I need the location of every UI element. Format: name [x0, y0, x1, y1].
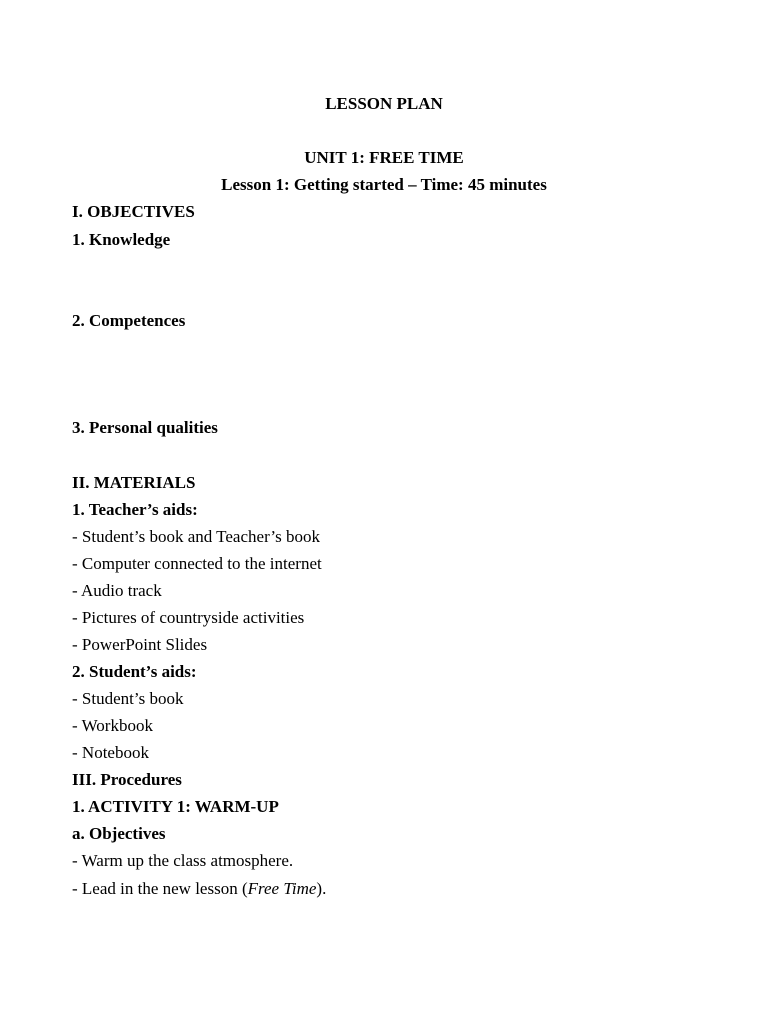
activity1-objectives-heading: a. Objectives: [72, 824, 166, 843]
activity1-heading: 1. ACTIVITY 1: WARM-UP: [72, 797, 279, 816]
student-aid-item: - Workbook: [72, 716, 153, 735]
document-title: LESSON PLAN: [325, 94, 443, 113]
unit-heading: UNIT 1: FREE TIME: [304, 148, 464, 167]
procedures-heading: III. Procedures: [72, 770, 182, 789]
teacher-aid-item: - Pictures of countryside activities: [72, 608, 305, 627]
activity1-objective-item: - Warm up the class atmosphere.: [72, 851, 294, 870]
teacher-aid-item: - Audio track: [72, 581, 162, 600]
teacher-aid-item: - PowerPoint Slides: [72, 635, 208, 654]
personal-qualities-heading: 3. Personal qualities: [72, 418, 218, 437]
objectives-heading: I. OBJECTIVES: [72, 202, 195, 221]
teacher-aid-item: - Student’s book and Teacher’s book: [72, 527, 320, 546]
materials-heading: II. MATERIALS: [72, 473, 196, 492]
competences-heading: 2. Competences: [72, 311, 186, 330]
student-aid-item: - Notebook: [72, 743, 149, 762]
student-aids-heading: 2. Student’s aids:: [72, 662, 197, 681]
student-aid-item: - Student’s book: [72, 689, 184, 708]
teacher-aids-heading: 1. Teacher’s aids:: [72, 500, 198, 519]
teacher-aid-item: - Computer connected to the internet: [72, 554, 322, 573]
lead-in-emphasis: Free Time: [247, 879, 317, 898]
lead-in-text: - Lead in the new lesson (: [72, 879, 248, 898]
lead-in-text-end: ).: [316, 879, 327, 898]
lesson-heading: Lesson 1: Getting started – Time: 45 minutes: [221, 175, 547, 194]
activity1-lead-in: [72, 879, 326, 899]
knowledge-heading: 1. Knowledge: [72, 230, 171, 249]
